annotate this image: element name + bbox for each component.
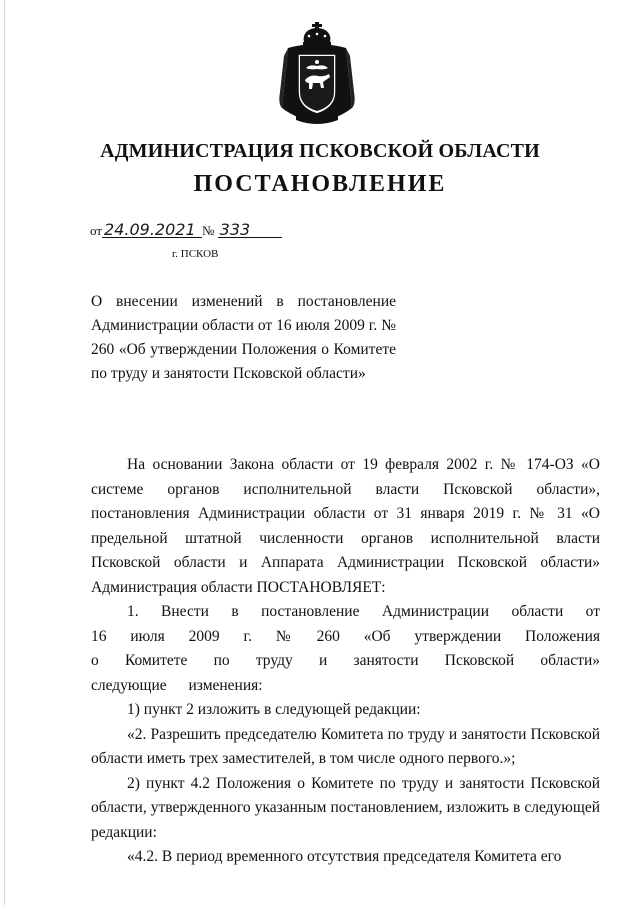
scan-edge-line	[4, 0, 5, 905]
item-1-paragraph: 1. Внести в постановление Администрации области от 16 июля 2009 г. № 260 «Об утверждении Положения о Комитете по труду и занятости Псковской области» следующие изменения:	[91, 603, 600, 694]
pskov-coat-of-arms-icon	[276, 22, 358, 126]
subitem-1-text-paragraph: «2. Разрешить председателю Комитета по труду и занятости Псковской области иметь трех заместителей, в том числе одного первого.»;	[91, 725, 600, 767]
number-prefix: №	[202, 223, 215, 238]
preamble-paragraph: На основании Закона области от 19 февраля 2002 г. № 174-ОЗ «О системе органов исполнительной власти Псковской области», постановления Администрации области от 31 января 2019 г. № 31 «О предельной штатной численности органов исполнительной власти Псковской области и Аппарата Администрации Псковской области» Администрация области ПОСТАНОВЛЯЕТ:	[91, 456, 600, 596]
handwritten-date: 24.09.2021	[102, 222, 202, 238]
date-number-line	[90, 222, 282, 239]
document-subject: О внесении изменений в постановление Администрации области от 16 июля 2009 г. № 260 «Об утверждении Положения о Комитете по труду и занятости Псковской области»	[91, 293, 396, 382]
subitem-2-paragraph: 2) пункт 4.2 Положения о Комитете по труду и занятости Псковской области, утвержденного указанным постановлением, изложить в следующей редакции:	[91, 774, 600, 841]
subitem-1-paragraph: 1) пункт 2 изложить в следующей редакции:	[127, 701, 421, 718]
document-type-title: ПОСТАНОВЛЕНИЕ	[193, 171, 447, 197]
organization-name: АДМИНИСТРАЦИЯ ПСКОВСКОЙ ОБЛАСТИ	[100, 140, 540, 162]
subitem-2-text-paragraph: «4.2. В период временного отсутствия председателя Комитета его	[127, 848, 562, 865]
city-label: г. ПСКОВ	[172, 248, 219, 260]
document-body	[91, 453, 600, 870]
date-prefix: от	[90, 223, 103, 238]
handwritten-number: 333	[218, 222, 282, 238]
